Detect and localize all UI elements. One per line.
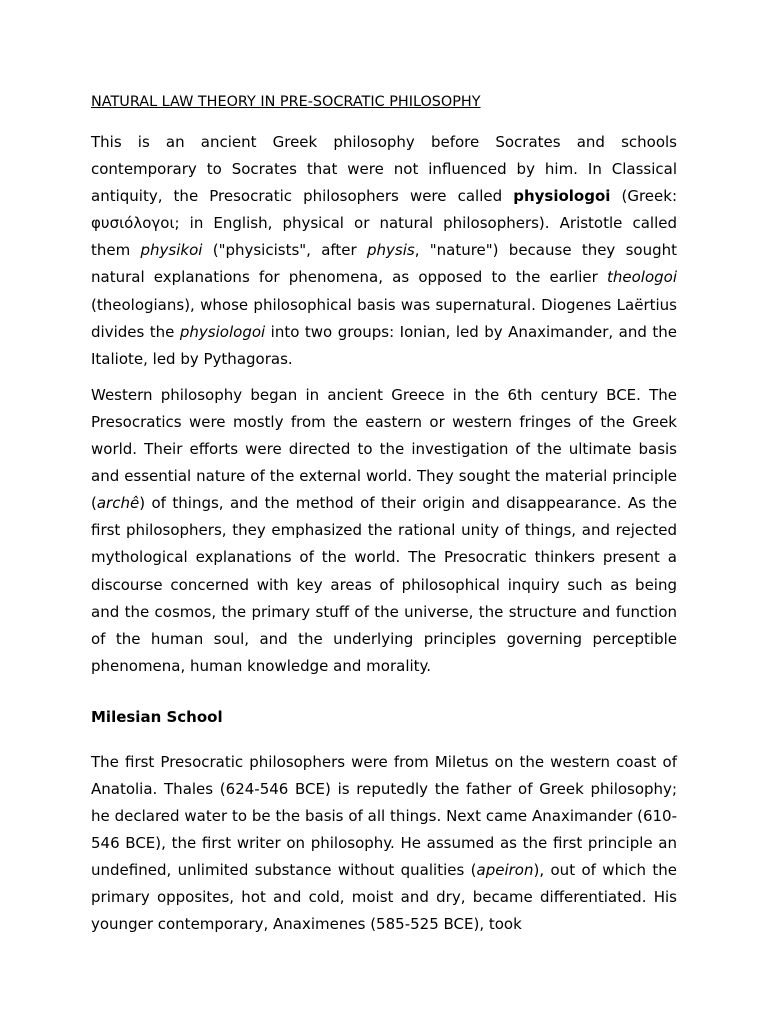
document-body xyxy=(91,90,677,948)
paragraph-physiologoi xyxy=(91,129,677,373)
p1-text-3: ("physicists", after xyxy=(202,241,367,260)
p1-text-5: (theologians), whose philosophical basis was supernatural. Diogenes Laërtius divides the xyxy=(91,295,677,341)
p1-italic-theologoi: theologoi xyxy=(606,268,677,287)
p1-text-6: into two groups: Ionian, led by Anaximander, and the Italiote, led by Pythagoras. xyxy=(91,322,677,368)
p3-italic-apeiron: apeiron xyxy=(476,861,534,880)
paragraph-milesian xyxy=(91,749,677,939)
document-title: NATURAL LAW THEORY IN PRE-SOCRATIC PHILOSOPHY xyxy=(91,94,481,110)
p3-text-2: ), out of which the primary opposites, hot and cold, moist and dry, became differentiated. His younger contemporary, Anaximenes (585-525 BCE), took xyxy=(91,861,677,934)
section-heading-milesian: Milesian School xyxy=(91,707,223,726)
p1-text-4: , "nature") because they sought natural explanations for phenomena, as opposed to the earlier xyxy=(91,241,677,287)
p2-italic-arche: archê xyxy=(96,494,140,513)
p2-text-1: Western philosophy began in ancient Greece in the 6th century BCE. The Presocratics were mostly from the eastern or western fringes of the Greek world. Their efforts were directed to the investigation of the ultimate basis and essential nature of the external world. They sought the material principle ( xyxy=(91,385,677,513)
p1-text-2: (Greek: φυσιόλογοι; in English, physical or natural philosophers). Aristotle called them xyxy=(91,187,678,260)
paragraph-western-philosophy xyxy=(91,382,677,680)
p1-text-1: This is an ancient Greek philosophy before Socrates and schools contemporary to Socrates that were not influenced by him. In Classical antiquity, the Presocratic philosophers were called xyxy=(91,133,677,206)
p3-text-1: The first Presocratic philosophers were from Miletus on the western coast of Anatolia. Thales (624-546 BCE) is reputedly the father of Greek philosophy; he declared water to be the basis of all things. Next came Anaximander (610-546 BCE), the first writer on philosophy. He assumed as the first principle an undefined, unlimited substance without qualities ( xyxy=(91,752,677,880)
p2-text-2: ) of things, and the method of their origin and disappearance. As the first philosophers, they emphasized the rational unity of things, and rejected mythological explanations of the world. The Presocratic thinkers present a discourse concerned with key areas of philosophical inquiry such as being and the cosmos, the primary stuff of the universe, the structure and function of the human soul, and the underlying principles governing perceptible phenomena, human knowledge and morality. xyxy=(91,494,677,675)
p1-italic-physiologoi: physiologoi xyxy=(179,322,266,341)
p1-italic-physikoi: physikoi xyxy=(140,241,203,260)
p1-bold-physiologoi: physiologoi xyxy=(513,187,611,206)
p1-italic-physis: physis xyxy=(366,241,415,260)
